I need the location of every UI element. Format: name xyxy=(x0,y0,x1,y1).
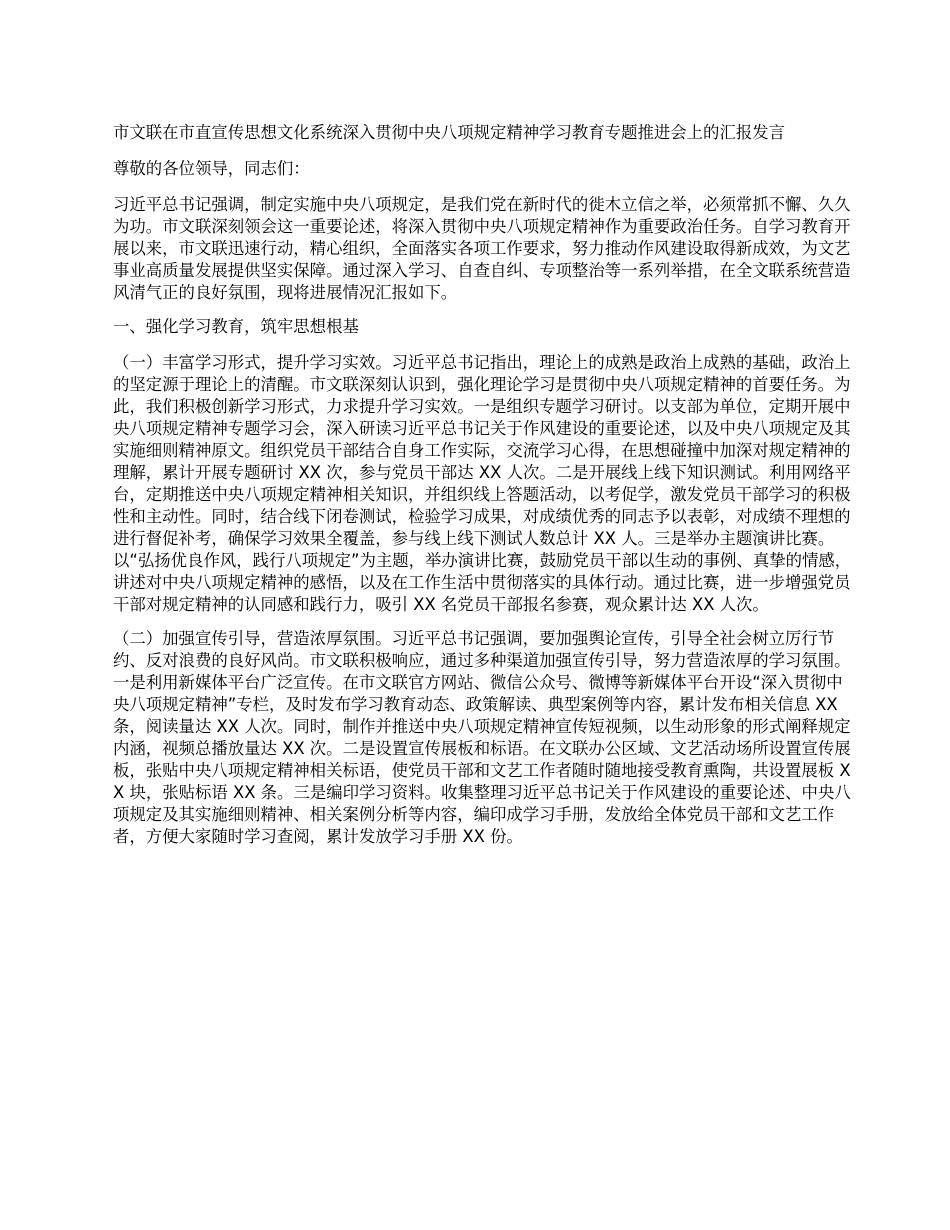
document-page xyxy=(113,122,855,860)
subsection-paragraph-1: （一）丰富学习形式，提升学习实效。习近平总书记指出，理论上的成熟是政治上成熟的基础，政治上的坚定源于理论上的清醒。市文联深刻认识到，强化理论学习是贯彻中央八项规定精神的首要任务。为此，我们积极创新学习形式，力求提升学习实效。一是组织专题学习研讨。以支部为单位，定期开展中央八项规定精神专题学习会，深入研读习近平总书记关于作风建设的重要论述，以及中央八项规定及其实施细则精神原文。组织党员干部结合自身工作实际，交流学习心得，在思想碰撞中加深对规定精神的理解，累计开展专题研讨 XX 次，参与党员干部达 XX 人次。二是开展线上线下知识测试。利用网络平台，定期推送中央八项规定精神相关知识，并组织线上答题活动，以考促学，激发党员干部学习的积极性和主动性。同时，结合线下闭卷测试，检验学习成果，对成绩优秀的同志予以表彰，对成绩不理想的进行督促补考，确保学习效果全覆盖，参与线上线下测试人数总计 XX 人。三是举办主题演讲比赛。以“弘扬优良作风，践行八项规定”为主题，举办演讲比赛，鼓励党员干部以生动的事例、真挚的情感，讲述对中央八项规定精神的感悟，以及在工作生活中贯彻落实的具体行动。通过比赛，进一步增强党员干部对规定精神的认同感和践行力，吸引 XX 名党员干部报名参赛，观众累计达 XX 人次。 xyxy=(113,353,852,614)
subsection-paragraph-2: （二）加强宣传引导，营造浓厚氛围。习近平总书记强调，要加强舆论宣传，引导全社会树立厉行节约、反对浪费的良好风尚。市文联积极响应，通过多种渠道加强宣传引导，努力营造浓厚的学习氛围。一是利用新媒体平台广泛宣传。在市文联官方网站、微信公众号、微博等新媒体平台开设“深入贯彻中央八项规定精神”专栏，及时发布学习教育动态、政策解读、典型案例等内容，累计发布相关信息 XX 条，阅读量达 XX 人次。同时，制作并推送中央八项规定精神宣传短视频，以生动形象的形式阐释规定内涵，视频总播放量达 XX 次。二是设置宣传展板和标语。在文联办公区域、文艺活动场所设置宣传展板，张贴中央八项规定精神相关标语，使党员干部和文艺工作者随时随地接受教育熏陶，共设置展板 XX 块，张贴标语 XX 条。三是编印学习资料。收集整理习近平总书记关于作风建设的重要论述、中央八项规定及其实施细则精神、相关案例分析等内容，编印成学习手册，发放给全体党员干部和文艺工作者，方便大家随时学习查阅，累计发放学习手册 XX 份。 xyxy=(113,629,851,846)
intro-paragraph: 习近平总书记强调，制定实施中央八项规定，是我们党在新时代的徙木立信之举，必须常抓不懈、久久为功。市文联深刻领会这一重要论述，将深入贯彻中央八项规定精神作为重要政治任务。自学习教育开展以来，市文联迅速行动，精心组织，全面落实各项工作要求，努力推动作风建设取得新成效，为文艺事业高质量发展提供坚实保障。通过深入学习、自查自纠、专项整治等一系列举措，在全文联系统营造风清气正的良好氛围，现将进展情况汇报如下。 xyxy=(113,195,851,302)
greeting: 尊敬的各位领导，同志们： xyxy=(113,159,310,178)
section-heading: 一、强化学习教育，筑牢思想根基 xyxy=(113,317,359,336)
document-title: 市文联在市直宣传思想文化系统深入贯彻中央八项规定精神学习教育专题推进会上的汇报发言 xyxy=(113,123,786,142)
